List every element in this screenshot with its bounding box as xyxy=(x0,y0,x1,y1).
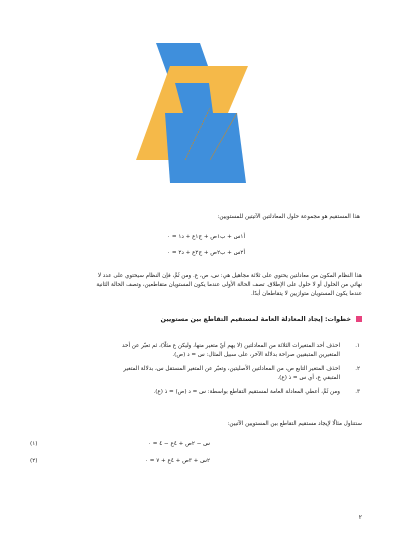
step-item xyxy=(38,342,360,359)
example-intro: سنتناول مثالًا لإيجاد مستقيم التقاطع بين المستويين الآتيين: xyxy=(227,421,362,427)
system-equation-1: أ١س + ب١ص + ج١ع + د١ = ٠ xyxy=(167,234,245,240)
intro-line: هذا المستقيم هو مجموعة حلول المعادلتين الآتيتين للمستويين: xyxy=(217,214,360,220)
step-number: ٣. xyxy=(355,389,360,395)
equation-label: (٢) xyxy=(30,458,38,464)
example-equation-row xyxy=(30,441,360,450)
pink-square-bullet-icon xyxy=(356,316,362,322)
step-line: المتغيرين المتبقيين صراحة بدلالة الآخر، على سبيل المثال: س = د (ص). xyxy=(172,351,340,358)
paragraph-line-2: نهائي من الحلول أو لا حلول على الإطلاق. تصف الحالة الأولى عندما يكون المستويان متقاطعين، وتصف الحالة الثانية xyxy=(96,282,362,288)
step-item xyxy=(38,365,360,382)
equation-label: (١) xyxy=(30,441,38,447)
intersecting-planes-figure xyxy=(0,0,400,205)
paragraph-line-1: هذا النظام المكون من معادلتين يحتوي على ثلاثة مجاهيل هي: س، ص، ع. ومن ثَمَّ، فإن النظام سيحتوي على عدد لا xyxy=(97,273,362,279)
step-item xyxy=(38,388,360,397)
step-line: المتبقي ع، أي س = ذ (ع). xyxy=(277,374,340,381)
system-equation-2: أ٢س + ب٢ص + ج٢ع + د٢ = ٠ xyxy=(167,250,245,256)
example-equation: س − ٢ص + ٤ع − ٤ = ٠ xyxy=(148,441,210,447)
step-line: ومن ثَمَّ، أعطي المعادلة العامة لمستقيم التقاطع بواسطة: س = د (ص) = ذ (ع). xyxy=(153,389,340,395)
page-number: ٢ xyxy=(358,514,362,521)
steps-list xyxy=(38,342,360,403)
step-number: ١. xyxy=(355,343,360,349)
paragraph-line-3: عندما يكون المستويان متوازيين لا يتقاطعان أبدًا. xyxy=(250,291,362,297)
example-equation: ٢س + ٣ص + ٤ع + ٧ = ٠ xyxy=(144,458,210,464)
example-equation-row xyxy=(30,458,360,467)
steps-heading-text: خطوات: إيجاد المعادلة العامة لمستقيم التقاطع بين مستويين xyxy=(160,315,351,323)
step-line: احذف أحد المتغيرات الثلاثة من المعادلتين (لا يهم أيّ متغير منها، وليكن ع مثلًا)، ثم تعبّر عن أحد xyxy=(122,343,340,349)
blue-plane-bottom xyxy=(165,113,246,183)
steps-heading xyxy=(160,315,362,323)
step-number: ٢. xyxy=(355,366,360,372)
step-line: احذف المتغير التابع ص، من المعادلتين الأصليتين، وتعبّر عن المتغير المستقل س، بدلالة المتغير xyxy=(123,366,340,372)
